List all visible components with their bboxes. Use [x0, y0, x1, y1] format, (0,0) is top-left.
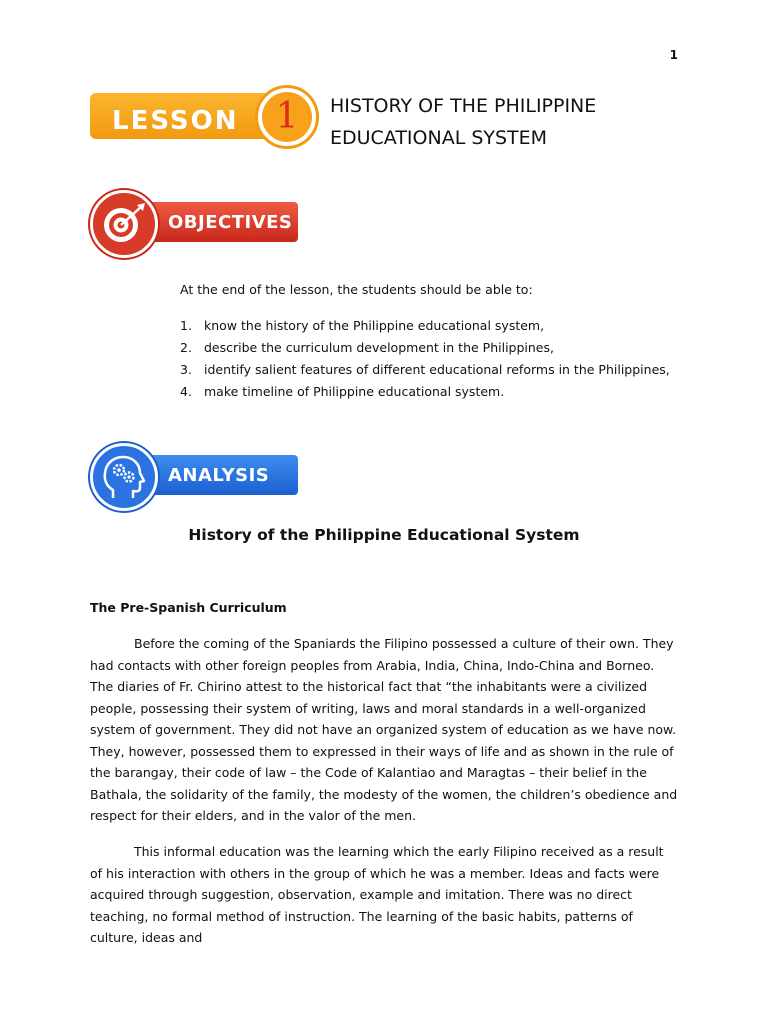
list-item-number: 3.: [180, 362, 192, 377]
objectives-icon-circle: [90, 190, 158, 258]
objectives-intro: At the end of the lesson, the students should be able to:: [180, 282, 533, 297]
list-item-number: 1.: [180, 318, 192, 333]
objectives-badge: [90, 190, 300, 254]
page-number: 1: [669, 48, 678, 62]
list-item: [180, 359, 670, 381]
list-item: [180, 381, 670, 403]
lesson-label: LESSON: [112, 106, 239, 136]
list-item-text: know the history of the Philippine educational system,: [204, 318, 545, 333]
list-item-text: describe the curriculum development in the Philippines,: [204, 340, 554, 355]
objectives-list: [180, 315, 670, 403]
list-item: [180, 337, 670, 359]
lesson-number-badge: [255, 85, 319, 149]
lesson-banner: [90, 85, 320, 147]
list-item-number: 2.: [180, 340, 192, 355]
lesson-number: 1: [275, 96, 299, 137]
lesson-title: HISTORY OF THE PHILIPPINE EDUCATIONAL SYSTEM: [330, 95, 597, 149]
list-item: [180, 315, 670, 337]
list-item-number: 4.: [180, 384, 192, 399]
lesson-bar: [90, 93, 280, 139]
target-icon: [93, 193, 155, 255]
objectives-label: OBJECTIVES: [168, 212, 293, 233]
body-paragraph: Before the coming of the Spaniards the Filipino possessed a culture of their own. They had contacts with other foreign peoples from Arabia, India, China, Indo-China and Borneo. The diaries of Fr. Chirino attest to the historical fact that “the inhabitants were a civilized people, possessing their system of writing, laws and moral standards in a well-organized system of government. They did not have an organized system of education as we have now. They, however, possessed them to expressed in their ways of life and as shown in the rule of the barangay, their code of law – the Code of Kalantiao and Maragtas – their belief in the Bathala, the solidarity of the family, the modesty of the women, the children’s obedience and respect for their elders, and in the valor of the men.: [90, 636, 678, 823]
section-title: The Pre-Spanish Curriculum: [90, 600, 287, 615]
analysis-badge: [90, 443, 300, 507]
list-item-text: make timeline of Philippine educational system.: [204, 384, 505, 399]
list-item-text: identify salient features of different educational reforms in the Philippines,: [204, 362, 670, 377]
head-gears-icon: [93, 446, 155, 508]
analysis-heading: History of the Philippine Educational System: [188, 526, 580, 544]
body-paragraph: This informal education was the learning which the early Filipino received as a result of his interaction with others in the group of which he was a member. Ideas and facts were acquired through suggestion, observation, example and imitation. There was no direct teaching, no formal method of instruction. The learning of the basic habits, patterns of culture, ideas and: [90, 844, 664, 945]
lesson-number-circle: [262, 92, 312, 142]
analysis-label: ANALYSIS: [168, 465, 270, 486]
analysis-icon-circle: [90, 443, 158, 511]
